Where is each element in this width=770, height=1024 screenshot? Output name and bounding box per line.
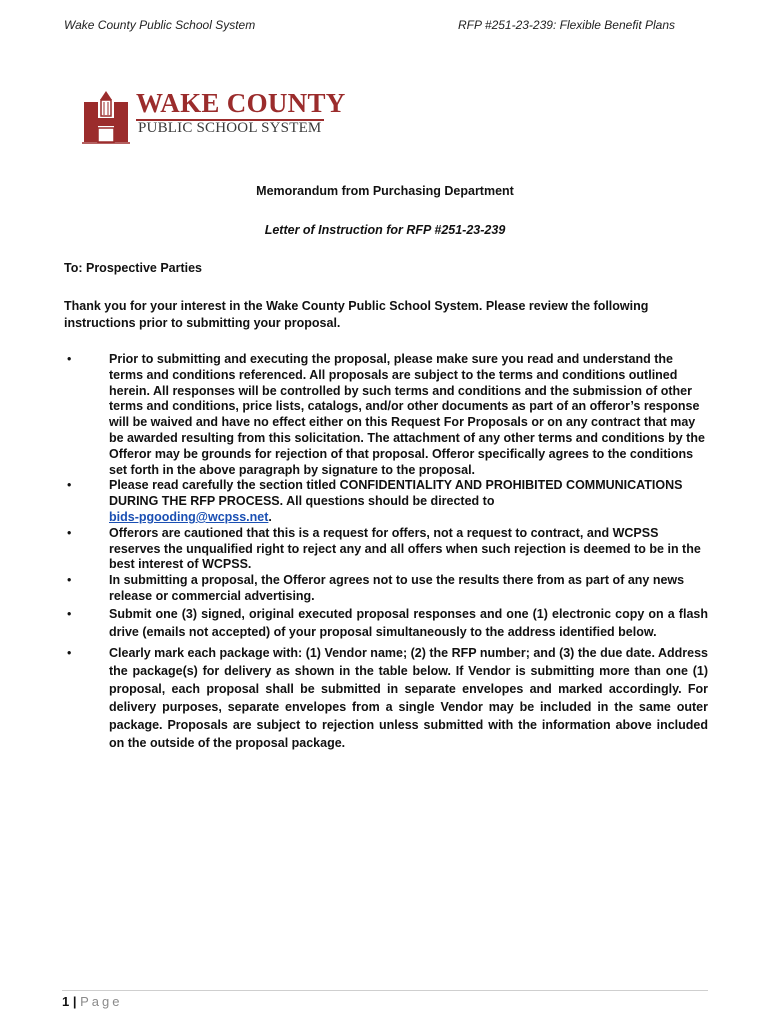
memo-subtitle: Letter of Instruction for RFP #251-23-239 — [264, 223, 506, 237]
instruction-list — [64, 352, 708, 752]
page-number: 1 — [62, 994, 70, 1009]
wcpss-logo — [82, 88, 346, 144]
logo-wordmark: WAKE COUNTY — [136, 88, 346, 118]
memo-recipient: To: Prospective Parties — [64, 261, 203, 275]
running-header-left: Wake County Public School System — [64, 18, 256, 32]
page-label: Page — [80, 994, 123, 1009]
footer-divider — [62, 990, 708, 991]
memo-title: Memorandum from Purchasing Department — [256, 184, 514, 198]
logo-subtitle: PUBLIC SCHOOL SYSTEM — [138, 120, 322, 136]
instruction-item-packaging: • Clearly mark each package with: (1) Vendor name; (2) the RFP number; and (3) the due date. Address the package(s) for delivery as shown in the table below. If Vendor is submitting more than one (1) proposal, each proposal shall be submitted in separate envelopes and marked accordingly. For delivery purposes, separate envelopes from a single Vendor may be included in the same outer package. Proposals are subject to rejection unless submitted with the information above included on the outside of the proposal package. — [64, 644, 708, 752]
schoolhouse-logo-icon — [82, 88, 130, 144]
instruction-item-submission: • Submit one (3) signed, original executed proposal responses and one (1) electronic copy on a flash drive (emails not accepted) of your proposal simultaneously to the address identified below. — [64, 605, 708, 641]
instruction-item-publicity: • In submitting a proposal, the Offeror agrees not to use the results there from as part of any news release or commercial advertising. — [64, 573, 708, 605]
bids-email-link[interactable]: bids-pgooding@wcpss.net — [109, 509, 269, 524]
instruction-item-caution: • Offerors are cautioned that this is a request for offers, not a request to contract, and WCPSS reserves the unqualified right to reject any and all offers when such rejection is deemed to be in the best interest of WCPSS. — [64, 526, 708, 573]
instruction-item-confidentiality — [64, 478, 708, 525]
instruction-item-confidentiality-text: Please read carefully the section titled CONFIDENTIALITY AND PROHIBITED COMMUNICATIONS DURING THE RFP PROCESS. All questions should be directed to — [109, 478, 683, 509]
page-separator: | — [72, 994, 77, 1009]
page-footer — [62, 994, 123, 1009]
instruction-item-confidentiality-end: . — [268, 509, 272, 524]
running-header-right: RFP #251-23-239: Flexible Benefit Plans — [458, 18, 676, 32]
memo-intro: Thank you for your interest in the Wake County Public School System. Please review the following instructions prior to submitting your proposal. — [64, 299, 649, 330]
instruction-item-terms: • Prior to submitting and executing the proposal, please make sure you read and understand the terms and conditions referenced. All proposals are subject to the terms and conditions outlined herein. All responses will be controlled by such terms and conditions and the submission of other terms and conditions, price lists, catalogs, and/or other documents as part of an offeror’s response will be waived and have no effect either on this Request For Proposals or on any contract that may be awarded resulting from this solicitation. The attachment of any other terms and conditions by the Offeror may be grounds for rejection of that proposal. Offeror specifically agrees to the conditions set forth in the above paragraph by signature to the proposal. — [64, 352, 708, 478]
